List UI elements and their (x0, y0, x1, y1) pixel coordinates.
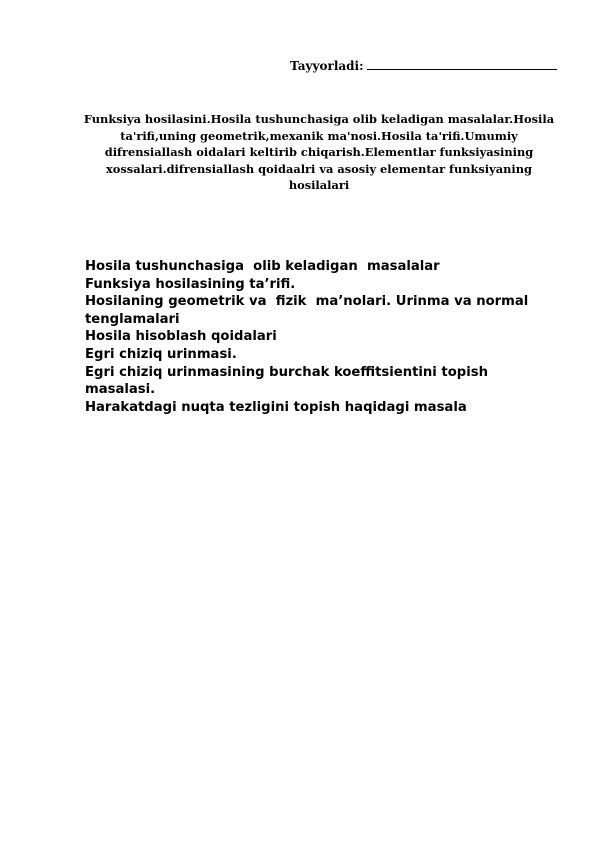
topic-item: Hosilaning geometrik va fizik ma’nolari. Urinma va normal tenglamalari (85, 294, 533, 327)
topic-list (85, 258, 535, 416)
topic-item: Egri chiziq urinmasi. (85, 346, 237, 362)
topic-item: Hosila tushunchasiga olib keladigan masalalar (85, 259, 440, 274)
topic-item: Funksiya hosilasining ta’rifi. (85, 276, 296, 292)
topic-item: Egri chiziq urinmasining burchak koeffitsientini topish masalasi. (85, 364, 493, 398)
prepared-by-blank-line (367, 59, 557, 70)
topic-item: Hosila hisoblash qoidalari (85, 329, 277, 345)
prepared-by-label: Tayyorladi: (290, 59, 364, 73)
topic-item: Harakatdagi nuqta tezligini topish haqidagi masala (85, 399, 467, 415)
document-abstract: Funksiya hosilasini.Hosila tushunchasiga olib keladigan masalalar.Hosila ta'rifi,uning geometrik,mexanik ma'nosi.Hosila ta'rifi.Umumiy difrensiallash oidalari keltirib chiqarish.Elementlar funksiyasining xossalari.difrensiallash qoidaalri va asosiy elementar funksiyaning hosilalari (83, 112, 555, 192)
prepared-by-line (290, 58, 560, 74)
